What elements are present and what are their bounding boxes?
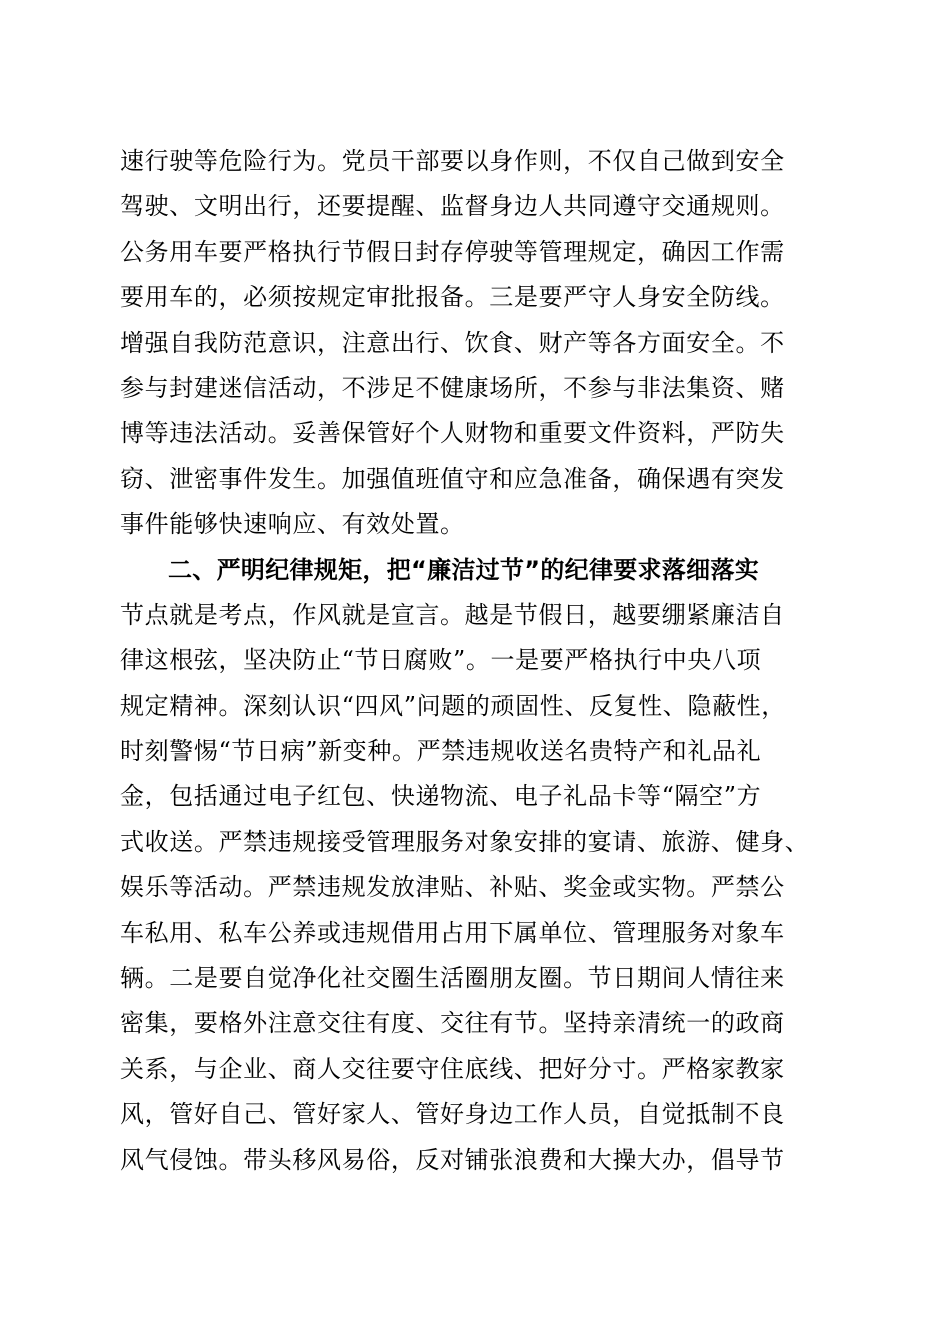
body-line: 博等违法活动。妥善保管好个人财物和重要文件资料，严防失: [120, 419, 785, 448]
body-line: 速行驶等危险行为。党员干部要以身作则，不仅自己做到安全: [120, 147, 785, 175]
body-line: 驾驶、文明出行，还要提醒、监督身边人共同遵守交通规则。: [120, 192, 785, 221]
body-line: 参与封建迷信活动，不涉足不健康场所，不参与非法集资、赌: [120, 373, 785, 402]
body-line: 事件能够快速响应、有效处置。: [120, 510, 465, 539]
body-line: 辆。二是要自觉净化社交圈生活圈朋友圈。节日期间人情往来: [120, 964, 785, 993]
body-line: 风，管好自己、管好家人、管好身边工作人员，自觉抵制不良: [120, 1100, 785, 1129]
body-line: 窃、泄密事件发生。加强值班值守和应急准备，确保遇有突发: [120, 464, 785, 493]
body-line: 风气侵蚀。带头移风易俗，反对铺张浪费和大操大办，倡导节: [120, 1145, 785, 1174]
body-line: 关系，与企业、商人交往要守住底线、把好分寸。严格家教家: [120, 1054, 785, 1083]
body-line: 时刻警惕“节日病”新变种。严禁违规收送名贵特产和礼品礼: [120, 737, 762, 766]
body-line: 律这根弦，坚决防止“节日腐败”。一是要严格执行中央八项: [120, 646, 762, 675]
body-line: 要用车的，必须按规定审批报备。三是要严守人身安全防线。: [120, 283, 785, 312]
document-body: [120, 139, 840, 1183]
body-line: 车私用、私车公养或违规借用占用下属单位、管理服务对象车: [120, 918, 785, 947]
section-heading: 二、严明纪律规矩，把“廉洁过节”的纪律要求落细落实: [168, 555, 760, 584]
body-line: 密集，要格外注意交往有度、交往有节。坚持亲清统一的政商: [120, 1009, 785, 1038]
body-line: 公务用车要严格执行节假日封存停驶等管理规定，确因工作需: [120, 237, 785, 266]
body-line: 式收送。严禁违规接受管理服务对象安排的宴请、旅游、健身、: [120, 827, 810, 856]
body-line: 金，包括通过电子红包、快递物流、电子礼品卡等“隔空”方: [120, 782, 762, 811]
body-line: 规定精神。深刻认识“四风”问题的顽固性、反复性、隐蔽性，: [120, 691, 786, 720]
body-line: 节点就是考点，作风就是宣言。越是节假日，越要绷紧廉洁自: [120, 600, 785, 629]
body-line: 娱乐等活动。严禁违规发放津贴、补贴、奖金或实物。严禁公: [120, 873, 785, 902]
body-line: 增强自我防范意识，注意出行、饮食、财产等各方面安全。不: [120, 328, 785, 357]
